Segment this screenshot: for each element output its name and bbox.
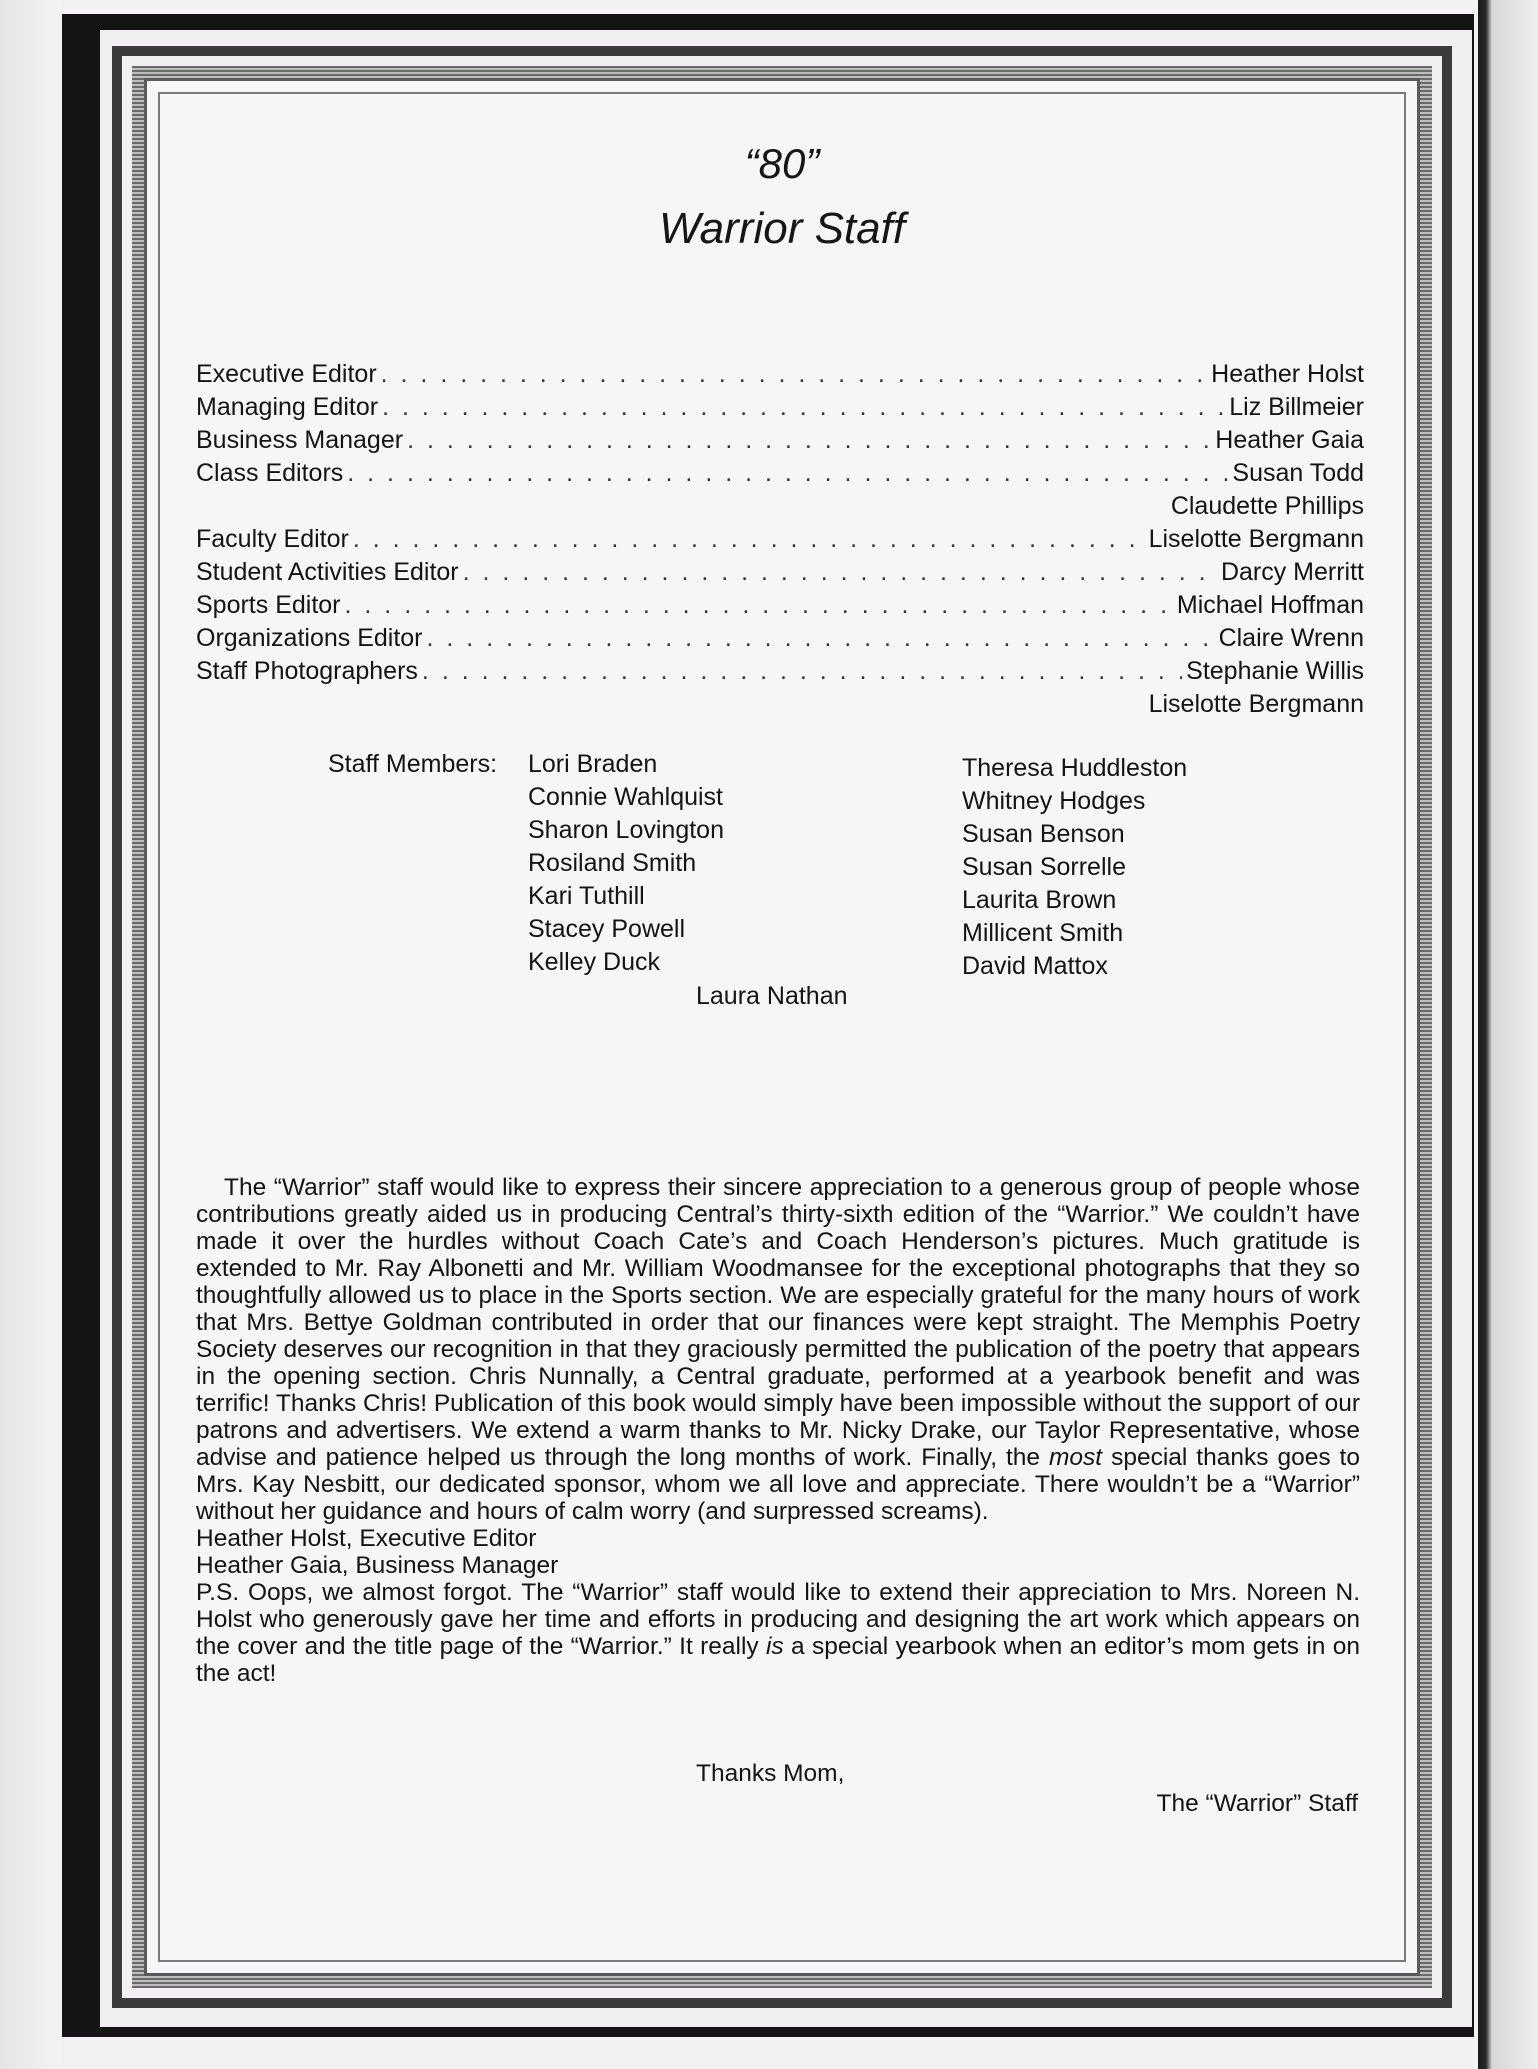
letter-signature: Heather Holst, Executive Editor [196,1525,537,1552]
closing-line: The “Warrior” Staff [1156,1790,1358,1817]
role-name: Stephanie Willis [1186,657,1364,685]
letter-paragraph [196,1174,1360,1525]
role-label: Class Editors [196,459,344,487]
dot-leader [422,655,1182,688]
dot-leader [382,391,1225,424]
role-label: Executive Editor [196,360,377,388]
role-row [196,424,1364,457]
ps-text: P.S. Oops, we almost forgot. The “Warrior” staff would like to extend their appreciation to Mrs. Noreen N. Holst who generously gave her time and efforts in producing and designing the art work which appears on the cover and the title page of the “Warrior.” It really [196,1579,1360,1660]
role-row [196,655,1364,688]
staff-member: Theresa Huddleston [962,754,1188,782]
staff-member: Stacey Powell [528,915,686,943]
role-row [196,523,1364,556]
staff-member: Connie Wahlquist [528,783,724,811]
dot-leader [381,358,1208,391]
page-left-margin [0,0,60,2069]
dot-leader [345,589,1173,622]
staff-column-left [528,748,724,979]
role-row [196,556,1364,589]
appreciation-letter [196,1174,1360,1687]
staff-member: Whitney Hodges [962,787,1146,815]
dot-leader [353,523,1145,556]
role-label: Organizations Editor [196,624,423,652]
role-name: Heather Gaia [1215,426,1364,454]
role-name: Liz Billmeier [1229,393,1364,421]
staff-member: Laurita Brown [962,886,1117,914]
role-row [196,358,1364,391]
staff-member: Sharon Lovington [528,816,724,844]
dot-leader [427,622,1215,655]
dot-leader [347,457,1228,490]
role-extra-name: Claudette Phillips [1170,492,1364,520]
role-name: Darcy Merritt [1220,558,1364,586]
title-year: “80” [744,140,820,187]
staff-roles-list [196,358,1364,721]
ps-emphasis: is [765,1633,784,1660]
staff-member: Susan Benson [962,820,1125,848]
role-row [196,622,1364,655]
staff-member: David Mattox [962,952,1108,980]
role-label: Managing Editor [196,393,379,421]
staff-member: Kari Tuthill [528,882,645,910]
staff-column-right [962,752,1187,983]
staff-member-last: Laura Nathan [696,982,848,1010]
ps-text: a special yearbook when an editor’s mom gets in on the act! [196,1633,1361,1687]
staff-member: Rosiland Smith [528,849,697,877]
staff-member: Kelley Duck [528,948,660,976]
role-label: Staff Photographers [196,657,418,685]
role-row [196,457,1364,490]
role-name: Liselotte Bergmann [1148,525,1364,553]
letter-emphasis: most [1049,1444,1103,1471]
role-label: Student Activities Editor [196,558,459,586]
dot-leader [463,556,1217,589]
role-label: Sports Editor [196,591,341,619]
thanks-line: Thanks Mom, [696,1760,845,1787]
role-label: Business Manager [196,426,404,454]
staff-member: Millicent Smith [962,919,1124,947]
role-label: Faculty Editor [196,525,349,553]
role-name: Heather Holst [1211,360,1364,388]
staff-members-label: Staff Members: [328,750,498,778]
role-row [196,391,1364,424]
letter-postscript [196,1579,1360,1687]
role-row [196,589,1364,622]
letter-text: special thanks goes to Mrs. Kay Nesbitt, our dedicated sponsor, whom we all love and appreciate. There wouldn’t be a “Warrior” without her guidance and hours of calm worry (and surpressed screams). [196,1444,1360,1525]
staff-member: Susan Sorrelle [962,853,1126,881]
page-right-edge [1478,0,1538,2069]
dot-leader [407,424,1211,457]
role-name: Michael Hoffman [1176,591,1364,619]
staff-member: Lori Braden [528,750,658,778]
role-name: Claire Wrenn [1218,624,1364,652]
page-title: Warrior Staff [658,204,906,253]
role-extra-name: Liselotte Bergmann [1148,690,1364,718]
letter-text: The “Warrior” staff would like to express their sincere appreciation to a generous group of people whose contributions greatly aided us in producing Central’s thirty-sixth edition of the “Warrior.” We couldn’t have made it over the hurdles without Coach Cate’s and Coach Henderson’s pictures. Much gratitude is extended to Mr. Ray Albonetti and Mr. William Woodmansee for the exceptional photographs that they so thoughtfully allowed us to place in the Sports section. We are especially grateful for the many hours of work that Mrs. Bettye Goldman contributed in order that our finances were kept straight. The Memphis Poetry Society deserves our recognition in that they graciously permitted the publication of the poetry that appears in the opening section. Chris Nunnally, a Central graduate, performed at a yearbook benefit and was terrific! Thanks Chris! Publication of this book would simply have been impossible without the support of our patrons and advertisers. We extend a warm thanks to Mr. Nicky Drake, our Taylor Representative, whose advise and patience helped us through the long months of work. Finally, the [196,1174,1360,1471]
role-name: Susan Todd [1232,459,1364,487]
letter-signature: Heather Gaia, Business Manager [196,1552,559,1579]
